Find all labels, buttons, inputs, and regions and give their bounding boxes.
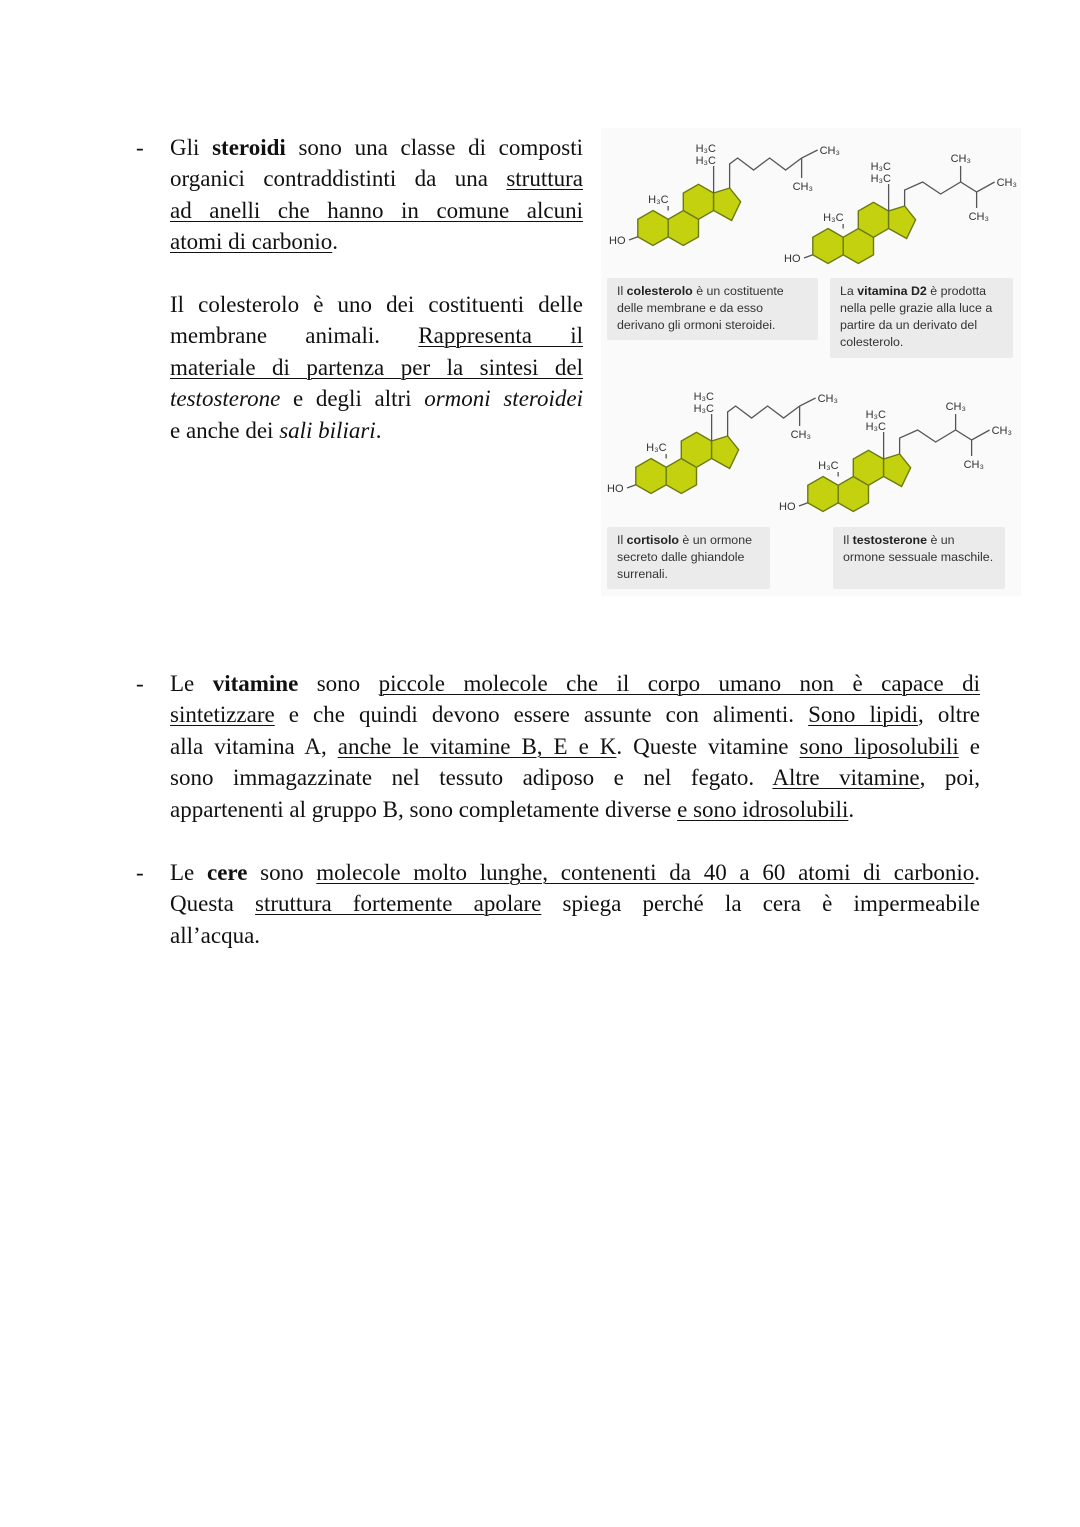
ho-label: HO — [609, 235, 626, 247]
text-segment: alla vitamina A, — [170, 733, 338, 759]
text-segment: Le — [170, 671, 213, 696]
text-segment: Gli — [170, 135, 213, 160]
underlined-text: anche le vitamine B, E e K — [337, 733, 617, 759]
caption-bold: testosterone — [852, 533, 928, 547]
ch3-label: CH₃ — [991, 425, 1012, 437]
caption-pre: La — [840, 284, 858, 298]
caption-post: è un costituente delle membrane e da esso derivano gli ormoni steroidei. — [617, 284, 784, 332]
caption-vitamina-d2 — [830, 278, 1013, 358]
ring-a — [638, 211, 668, 246]
underlined-text: sintetizzare — [170, 702, 275, 728]
ch3-label: CH₃ — [968, 211, 989, 223]
text-segment: Questa — [170, 891, 256, 917]
side-chain — [905, 182, 995, 206]
h3c-label: H₃C — [865, 421, 886, 433]
caption-pre: Il — [843, 533, 853, 547]
caption-bold: vitamina D2 — [857, 284, 927, 298]
ho-label: HO — [784, 253, 801, 265]
text-line — [170, 668, 980, 699]
ring-d — [712, 436, 739, 469]
text-line — [170, 163, 583, 194]
caption-post: è prodotta nella pelle grazie alla luce a partire da un derivato del colesterolo. — [840, 284, 993, 349]
ring-a — [808, 477, 838, 512]
underlined-text: struttura — [506, 166, 583, 192]
text-segment: organici contraddistinti da una — [170, 166, 507, 192]
text-segment: , oltre — [918, 702, 980, 728]
bullet-dash: - — [136, 860, 144, 885]
bullet-dash: - — [136, 671, 144, 696]
caption-post: è un ormone secreto dalle ghiandole surrenali. — [617, 533, 752, 581]
text-segment: , poi, — [919, 765, 980, 791]
ho-label: HO — [779, 501, 796, 513]
text-segment: all’acqua. — [170, 922, 261, 948]
caption-testosterone — [833, 527, 1005, 589]
text-line — [170, 888, 980, 919]
vitamine-paragraph — [170, 668, 980, 825]
ring-d — [889, 206, 916, 239]
underlined-text: ad anelli che hanno in comune alcuni — [170, 197, 583, 223]
text-line — [170, 320, 583, 351]
steroid-figure — [601, 128, 1021, 596]
text-segment: . — [848, 796, 855, 822]
h3c-label: H₃C — [870, 173, 891, 185]
text-line — [170, 699, 980, 730]
text-segment: sono — [298, 671, 379, 696]
text-line — [170, 920, 980, 951]
text-line — [170, 132, 583, 163]
underlined-text: Sono lipidi — [808, 702, 919, 728]
text-segment: e che quindi devono essere assunte con alimenti. — [274, 702, 809, 728]
text-segment: . — [332, 229, 338, 255]
text-line — [170, 415, 583, 446]
h3c-label: H₃C — [818, 460, 839, 472]
ch3-label: CH₃ — [819, 145, 840, 157]
ring-d — [884, 454, 911, 487]
text-segment: . Queste vitamine — [616, 733, 800, 759]
h3c-label: H₃C — [693, 403, 714, 415]
bond — [799, 503, 808, 506]
bullet-dash: - — [136, 135, 144, 160]
text-segment: . — [974, 860, 980, 885]
text-segment: e anche dei — [170, 417, 280, 443]
h3c-label: H₃C — [693, 391, 714, 403]
ch3-label: CH₃ — [792, 181, 813, 193]
underlined-text: Altre vitamine — [772, 765, 920, 791]
text-segment: sono immagazzinate nel tessuto adiposo e nel fegato. — [170, 765, 773, 791]
steroidi-paragraph — [170, 132, 583, 258]
bond — [629, 237, 638, 240]
text-segment: sono una classe di composti — [285, 135, 583, 160]
cere-paragraph — [170, 857, 980, 951]
side-chain — [900, 430, 990, 454]
text-segment: membrane animali. — [170, 323, 419, 349]
text-segment: e degli altri — [280, 386, 425, 412]
text-segment: sono — [247, 860, 317, 885]
underlined-text: struttura fortemente apolare — [255, 891, 542, 917]
underlined-text: atomi di carbonio — [170, 229, 333, 255]
ch3-label: CH₃ — [996, 177, 1017, 189]
underlined-text: molecole molto lunghe, contenenti da 40 a 60 atomi di carbonio — [316, 860, 975, 885]
text-line — [170, 226, 583, 257]
italic-term: sali biliari — [279, 417, 376, 443]
text-line — [170, 762, 980, 793]
bond — [627, 485, 636, 488]
bold-term: cere — [206, 860, 248, 885]
ch3-label: CH₃ — [790, 429, 811, 441]
h3c-label: H₃C — [695, 143, 716, 155]
caption-colesterolo — [607, 278, 818, 340]
bold-term: steroidi — [212, 135, 286, 160]
text-line — [170, 383, 583, 414]
text-line — [170, 794, 980, 825]
colesterolo-paragraph — [170, 289, 583, 446]
h3c-label: H₃C — [695, 155, 716, 167]
text-segment: e — [958, 733, 980, 759]
molecule-structures — [601, 128, 1021, 596]
ring-d — [714, 188, 741, 221]
ho-label: HO — [607, 483, 624, 495]
underlined-text: materiale di partenza per la sintesi del — [170, 354, 583, 380]
ring-a — [636, 459, 666, 494]
h3c-label: H₃C — [865, 409, 886, 421]
h3c-label: H₃C — [646, 442, 667, 454]
h3c-label: H₃C — [648, 194, 669, 206]
bond — [804, 255, 813, 258]
text-line — [170, 857, 980, 888]
ch3-label: CH₃ — [950, 153, 971, 165]
caption-bold: cortisolo — [626, 533, 679, 547]
text-segment: appartenenti al gruppo B, sono completamente diverse — [170, 796, 678, 822]
h3c-label: H₃C — [823, 212, 844, 224]
italic-term: ormoni steroidei — [424, 386, 583, 412]
caption-cortisolo — [607, 527, 770, 589]
ring-a — [813, 229, 843, 264]
text-line — [170, 195, 583, 226]
ch3-label: CH₃ — [817, 393, 838, 405]
underlined-text: Rappresenta il — [418, 323, 583, 349]
italic-term: testosterone — [170, 386, 281, 412]
text-line — [170, 731, 980, 762]
caption-post: è un ormone sessuale maschile. — [843, 533, 994, 564]
text-line — [170, 289, 583, 320]
underlined-text: piccole molecole che il corpo umano non è capace di — [378, 671, 980, 696]
caption-pre: Il — [617, 533, 627, 547]
underlined-text: e sono idrosolubili — [677, 796, 849, 822]
text-segment: . — [375, 417, 382, 443]
ch3-label: CH₃ — [945, 401, 966, 413]
h3c-label: H₃C — [870, 161, 891, 173]
text-segment: Le — [170, 860, 207, 885]
caption-pre: Il — [617, 284, 627, 298]
text-segment: Il colesterolo è uno dei costituenti delle — [170, 292, 583, 317]
ch3-label: CH₃ — [963, 459, 984, 471]
caption-bold: colesterolo — [626, 284, 693, 298]
bold-term: vitamine — [212, 671, 299, 696]
text-segment: spiega perché la cera è impermeabile — [541, 891, 980, 917]
underlined-text: sono liposolubili — [799, 733, 959, 759]
text-line — [170, 352, 583, 383]
